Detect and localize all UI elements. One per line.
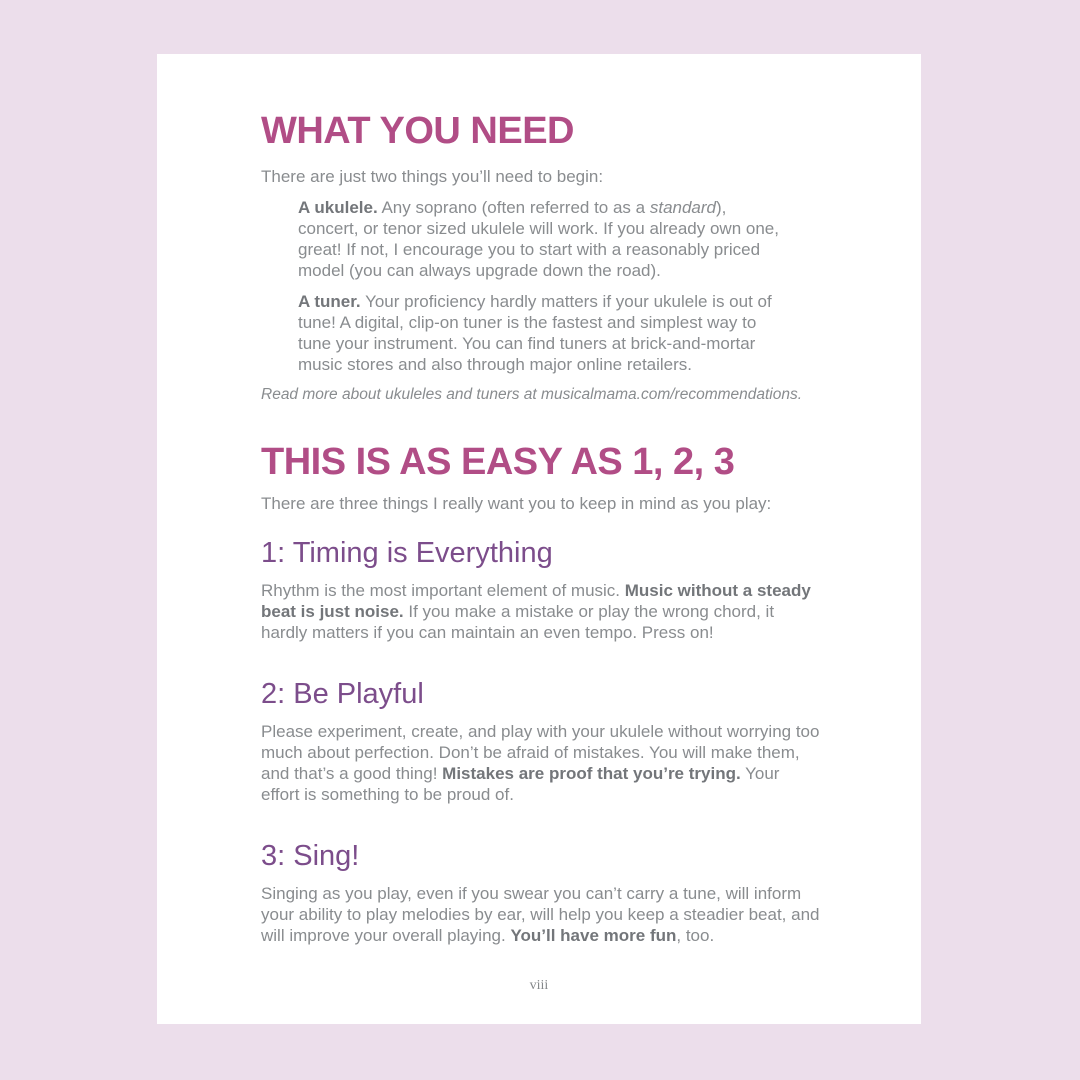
page-number: viii [529,978,549,993]
section-title-easy-as-123: THIS IS AS EASY AS 1, 2, 3 [261,441,735,483]
tip-paragraph-timing [261,580,821,643]
ukulele-text-2: ), concert, or tenor sized ukulele will work. If you already own one, great! If not, I encourage you to start with a reasonably priced model (you can always upgrade down the road). [298,198,779,280]
tip-paragraph-sing [261,883,821,946]
tip-heading-playful: 2: Be Playful [261,678,424,710]
list-item-ukulele [298,197,790,281]
timing-bold: Music without a steady beat is just noise. [261,581,811,621]
ukulele-lead: A ukulele. [298,198,378,217]
list-item-tuner [298,291,790,375]
section-title-what-you-need: WHAT YOU NEED [261,110,574,152]
playful-text-2: Your effort is something to be proud of. [261,764,780,804]
sing-text-2: , too. [676,926,715,945]
timing-text-2: If you make a mistake or play the wrong chord, it hardly matters if you can maintain an even tempo. Press on! [261,602,775,642]
timing-text-1: Rhythm is the most important element of music. [261,581,625,600]
tip-heading-sing: 3: Sing! [261,840,360,872]
tip-heading-timing: 1: Timing is Everything [261,537,553,569]
playful-bold: Mistakes are proof that you’re trying. [442,764,741,783]
tuner-lead: A tuner. [298,292,361,311]
document-page [157,54,921,1024]
tip-playful [261,677,821,805]
ukulele-text-1: Any soprano (often referred to as a [377,198,650,217]
tuner-text: Your proficiency hardly matters if your ukulele is out of tune! A digital, clip-on tuner is the fastest and simplest way to tune your instrument. You can find tuners at brick-and-mortar music stores and also through major online retailers. [298,292,772,374]
recommendations-note: Read more about ukuleles and tuners at musicalmama.com/recommendations. [261,386,803,403]
playful-text-1: Please experiment, create, and play with your ukulele without worrying too much about perfection. Don’t be afraid of mistakes. You will make them, and that’s a good thing! [261,722,820,783]
what-you-need-intro: There are just two things you’ll need to begin: [261,167,604,186]
sing-text-1: Singing as you play, even if you swear you can’t carry a tune, will inform your ability to play melodies by ear, will help you keep a steadier beat, and will improve your overall playing. [261,884,820,945]
ukulele-italic-word: standard [649,198,717,217]
easy-intro: There are three things I really want you to keep in mind as you play: [261,494,772,513]
tip-timing [261,536,821,643]
tip-paragraph-playful [261,721,821,805]
sing-bold: You’ll have more fun [510,926,677,945]
tip-sing [261,839,821,946]
